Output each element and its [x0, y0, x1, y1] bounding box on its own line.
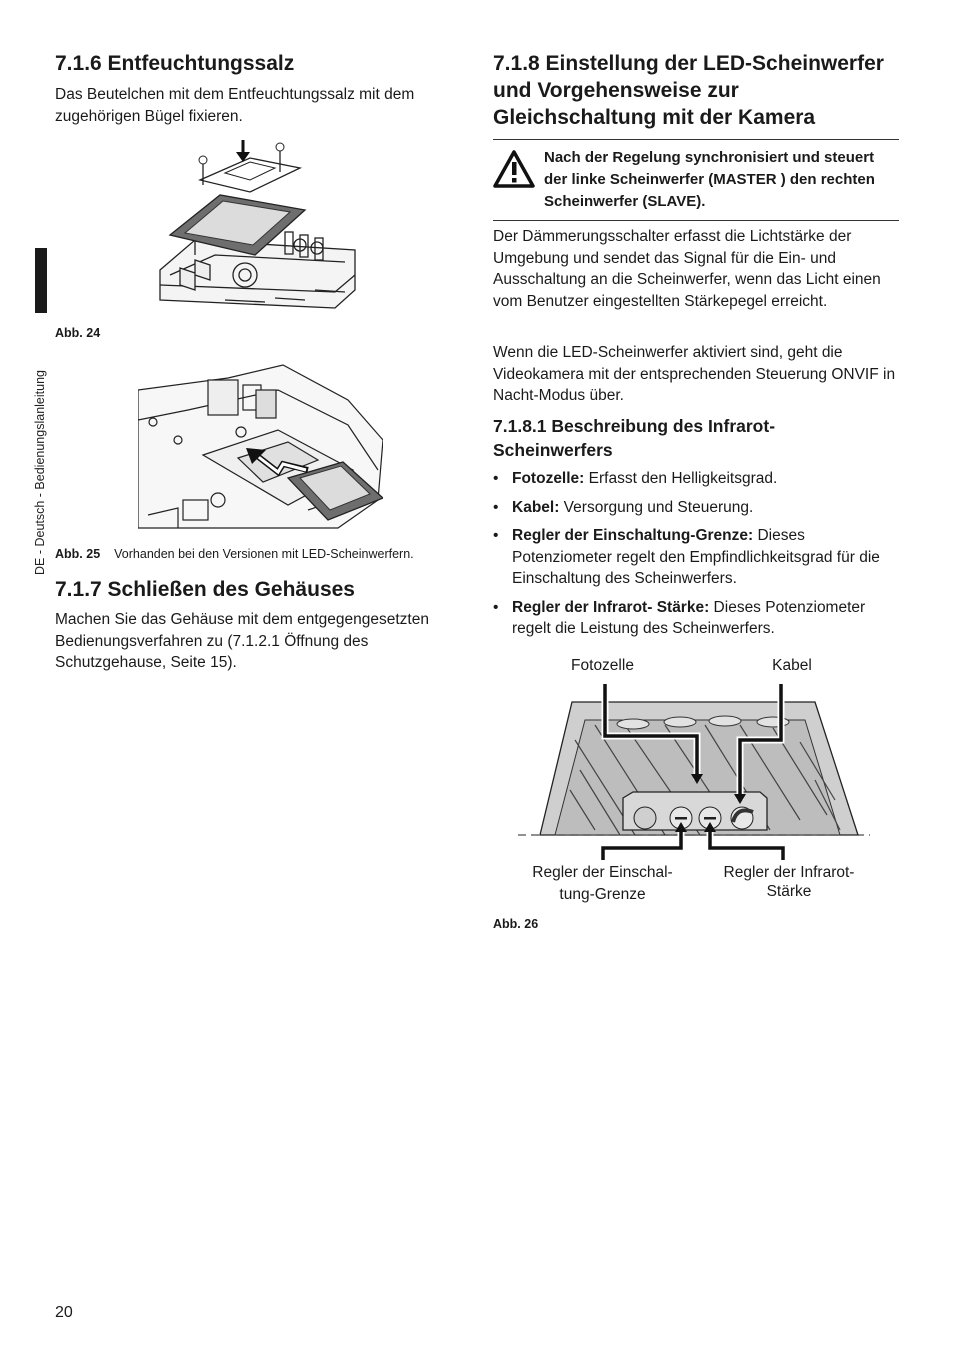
figure-24-desiccant-illustration [155, 140, 365, 310]
figure-25-caption [55, 547, 414, 561]
sidebar-marker [35, 248, 47, 313]
figure-25-caption-label: Abb. 25 [55, 547, 101, 561]
list-item-kabel: • Kabel: Versorgung und Steuerung. [493, 497, 901, 519]
sidebar-label: DE - Deutsch - Bedienungslanleitung [33, 370, 47, 575]
led-para-2: Wenn die LED-Scheinwerfer aktiviert sind, geht die Videokamera mit der entsprechenden Steuerung ONVIF in Nacht-Modus über. [493, 344, 896, 404]
figure-26-ir-lamp-illustration [515, 680, 875, 860]
section-717-text: Machen Sie das Gehäuse mit dem entgegengesetzten Bedienungsverfahren zu (7.1.2.1 Öffnung des Schutzgehause, Seite 15). [55, 611, 429, 671]
list-item-fotozelle: • Fotozelle: Erfasst den Helligkeitsgrad. [493, 468, 901, 490]
warning-box [493, 139, 899, 221]
ir-component-list [493, 468, 901, 647]
figure-24-caption: Abb. 24 [55, 326, 101, 340]
warning-text: Nach der Regelung synchronisiert und steuert der linke Scheinwerfer (MASTER ) den rechten Scheinwerfer (SLAVE). [544, 149, 875, 210]
label-kabel: Kabel [772, 657, 812, 674]
list-item-regler-einschaltung: • Regler der Einschaltung-Grenze: Dieses Potenziometer regelt den Empfindlichkeitsgrad für die Einschaltung des Scheinwerfers. [493, 525, 901, 590]
figure-25-note: Vorhanden bei den Versionen mit LED-Scheinwerfern. [114, 547, 414, 561]
figure-26-caption: Abb. 26 [493, 917, 539, 931]
section-7181-title: 7.1.8.1 Beschreibung des Infrarot-Scheinwerfers [493, 416, 776, 460]
page-number: 20 [55, 1304, 73, 1321]
label-regler-infrarot: Regler der Infrarot- Stärke [723, 864, 855, 900]
section-716-title: 7.1.6 Entfeuchtungssalz [55, 52, 295, 75]
section-716-text: Das Beutelchen mit dem Entfeuchtungssalz mit dem zugehörigen Bügel fixieren. [55, 86, 415, 125]
section-718-title: 7.1.8 Einstellung der LED-Scheinwerfer und Vorgehensweise zur Gleichschaltung mit der Kamera [493, 52, 884, 129]
warning-triangle-icon [493, 150, 535, 188]
led-para-1: Der Dämmerungsschalter erfasst die Lichtstärke der Umgebung und sendet das Signal für die Ein- und Ausschaltung an die Scheinwerfer, wenn das Licht einen vom Benutzer eingestellten Stärkepegel erreicht. [493, 228, 881, 310]
list-item-regler-infrarot: • Regler der Infrarot- Stärke: Dieses Potenziometer regelt die Leistung des Scheinwerfers. [493, 597, 901, 640]
figure-25-desiccant-insertion-illustration [138, 360, 383, 530]
label-regler-einschaltung: Regler der Einschal- tung-Grenze [532, 864, 673, 903]
label-fotozelle: Fotozelle [571, 657, 634, 674]
section-717-title: 7.1.7 Schließen des Gehäuses [55, 578, 355, 601]
